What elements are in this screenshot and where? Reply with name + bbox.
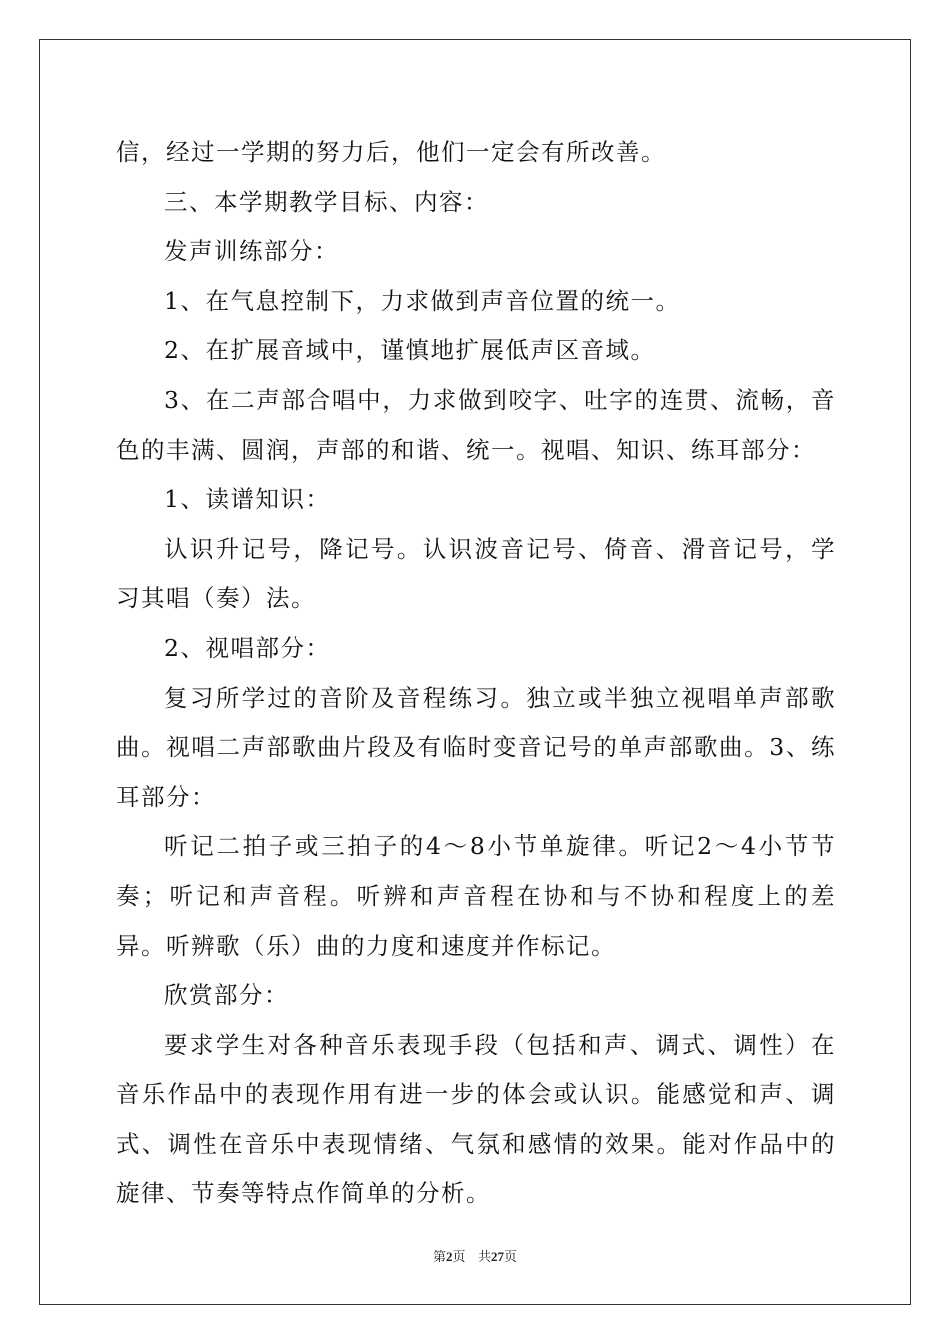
- page-number: 2: [446, 1249, 453, 1264]
- paragraph: 复习所学过的音阶及音程练习。独立或半独立视唱单声部歌曲。视唱二声部歌曲片段及有临时变音记号的单声部歌曲。3、练耳部分：: [116, 683, 836, 811]
- paragraph: 信，经过一学期的努力后，他们一定会有所改善。: [116, 138, 666, 166]
- subsection-heading: 发声训练部分：: [164, 237, 339, 266]
- page-suffix: 页: [452, 1250, 466, 1265]
- paragraph: 认识升记号，降记号。认识波音记号、倚音、滑音记号，学习其唱（奏）法。: [116, 534, 836, 613]
- total-pages: 27: [490, 1249, 504, 1264]
- page-prefix: 第: [433, 1250, 447, 1265]
- list-item: 2、视唱部分：: [164, 633, 331, 662]
- total-suffix: 页: [503, 1250, 517, 1265]
- list-item: 1、读谱知识：: [164, 485, 331, 514]
- list-item: 3、在二声部合唱中，力求做到咬字、吐字的连贯、流畅，音色的丰满、圆润，声部的和谐、统一。视唱、知识、练耳部分：: [116, 385, 836, 464]
- total-prefix: 共: [477, 1250, 491, 1265]
- paragraph: 要求学生对各种音乐表现手段（包括和声、调式、调性）在音乐作品中的表现作用有进一步的体会或认识。能感觉和声、调式、调性在音乐中表现情绪、气氛和感情的效果。能对作品中的旋律、节奏等特点作简单的分析。: [116, 1030, 836, 1208]
- section-heading: 三、本学期教学目标、内容：: [164, 187, 489, 216]
- subsection-heading: 欣赏部分：: [164, 981, 289, 1010]
- list-item: 2、在扩展音域中，谨慎地扩展低声区音域。: [164, 336, 656, 365]
- page-footer: [0, 1246, 950, 1265]
- list-item: 1、在气息控制下，力求做到声音位置的统一。: [164, 286, 681, 315]
- paragraph: 听记二拍子或三拍子的4～8小节单旋律。听记2～4小节节奏；听记和声音程。听辨和声音程在协和与不协和程度上的差异。听辨歌（乐）曲的力度和速度并作标记。: [116, 832, 836, 960]
- document-body: [116, 128, 836, 1219]
